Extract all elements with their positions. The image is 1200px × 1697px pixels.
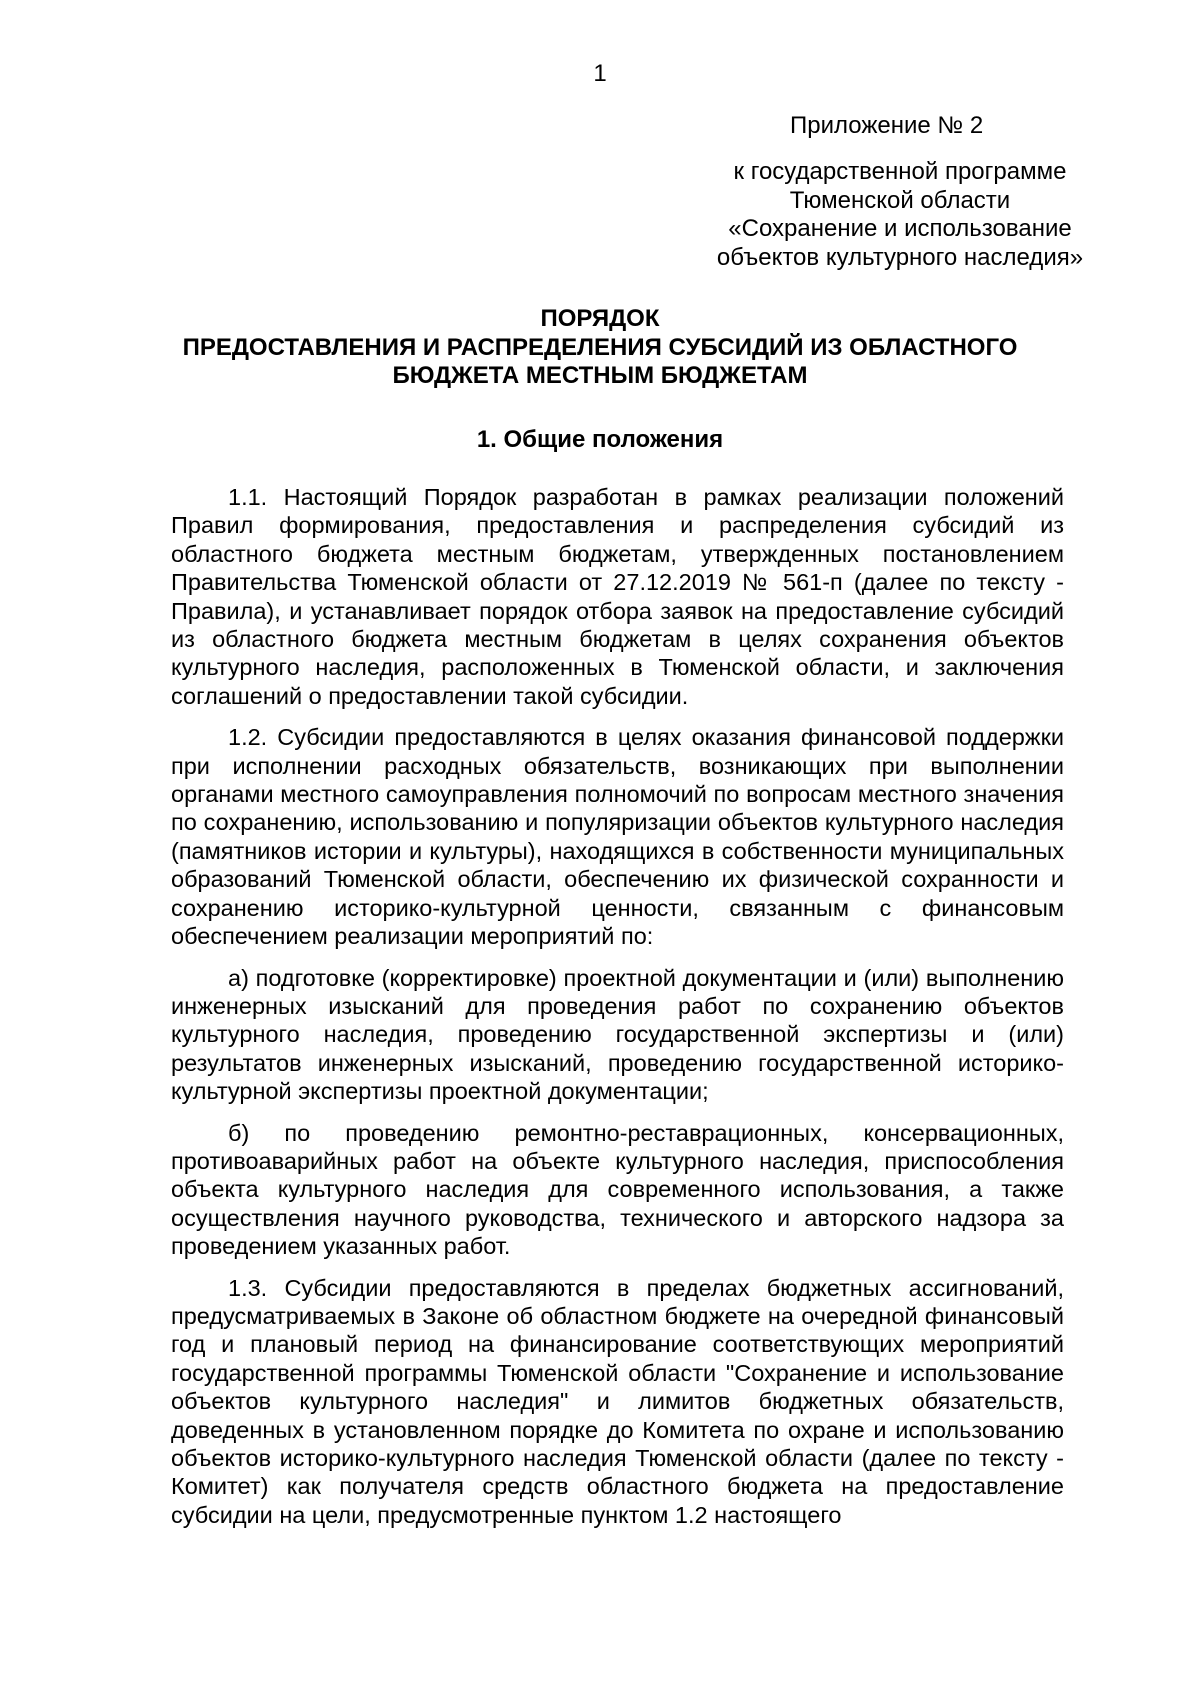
document-title	[110, 305, 1090, 391]
appendix-line: «Сохранение и использование	[728, 215, 1072, 242]
paragraph-1-2: 1.2. Субсидии предоставляются в целях оказания финансовой поддержки при исполнении расходных обязательств, возникающих при выполнении органами местного самоуправления полномочий по вопросам местного значения по сохранению, использованию и популяризации объектов культурного наследия (памятников истории и культуры), находящихся в собственности муниципальных образований Тюменской области, обеспечению их физической сохранности и сохранению историко-культурной ценности, связанным с финансовым обеспечением реализации мероприятий по:	[171, 724, 1064, 950]
paragraph-1-2-a: а) подготовке (корректировке) проектной документации и (или) выполнению инженерных изысканий для проведения работ по сохранению объектов культурного наследия, проведению государственной экспертизы и (или) результатов инженерных изысканий, проведению государственной историко-культурной экспертизы проектной документации;	[171, 964, 1064, 1105]
paragraph-1-3: 1.3. Субсидии предоставляются в пределах бюджетных ассигнований, предусматриваемых в Законе об областном бюджете на очередной финансовый год и плановый период на финансирование соответствующих мероприятий государственной программы Тюменской области "Сохранение и использование объектов культурного наследия" и лимитов бюджетных обязательств, доведенных в установленном порядке до Комитета по охране и использованию объектов историко-культурного наследия Тюменской области (далее по тексту - Комитет) как получателя средств областного бюджета на предоставление субсидии на цели, предусмотренные пунктом 1.2 настоящего	[171, 1274, 1064, 1528]
document-title-line: ПРЕДОСТАВЛЕНИЯ И РАСПРЕДЕЛЕНИЯ СУБСИДИЙ ИЗ ОБЛАСТНОГО	[182, 333, 1018, 361]
appendix-line: объектов культурного наследия»	[716, 243, 1084, 271]
appendix-description	[690, 158, 1110, 272]
appendix-number: Приложение № 2	[790, 112, 984, 139]
document-body	[171, 483, 1064, 1542]
document-title-line: БЮДЖЕТА МЕСТНЫМ БЮДЖЕТАМ	[392, 362, 808, 389]
page-number: 1	[593, 60, 607, 87]
paragraph-1-1: 1.1. Настоящий Порядок разработан в рамках реализации положений Правил формирования, предоставления и распределения субсидий из областного бюджета местным бюджетам, утвержденных постановлением Правительства Тюменской области от 27.12.2019 № 561-п (далее по тексту - Правила), и устанавливает порядок отбора заявок на предоставление субсидий из областного бюджета местным бюджетам в целях сохранения объектов культурного наследия, расположенных в Тюменской области, и заключения соглашений о предоставлении такой субсидии.	[171, 484, 1064, 709]
section-heading: 1. Общие положения	[476, 426, 724, 453]
paragraph-1-2-b: б) по проведению ремонтно-реставрационных, консервационных, противоаварийных работ на объекте культурного наследия, приспособления объекта культурного наследия для современного использования, а также осуществления научного руководства, технического и авторского надзора за проведением указанных работ.	[171, 1119, 1064, 1260]
document-title-line: ПОРЯДОК	[540, 305, 660, 332]
appendix-line: к государственной программе	[733, 158, 1067, 185]
appendix-line: Тюменской области	[789, 186, 1011, 214]
